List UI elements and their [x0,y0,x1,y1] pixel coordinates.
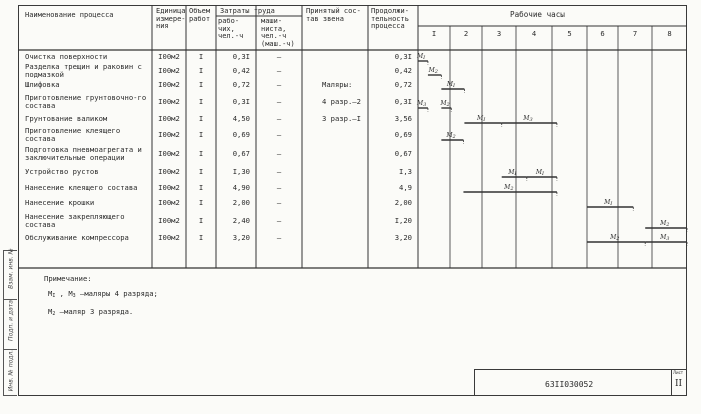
row-volume: I [198,215,204,225]
row-unit: I00м2 [158,148,180,158]
row-volume: I [198,129,204,139]
gantt-bar-label: $М_2$ [504,184,514,192]
header-crew: Принятый сос-тав звена [306,7,361,23]
row-duration: I,3 [399,167,412,176]
row-volume: I [198,80,204,89]
notes-line-2: $М_2$ –маляр 3 разряда. [48,307,134,317]
gantt-bar-label: $М_I$ [508,169,517,177]
gantt-bar-label: $М_2$ [660,220,670,228]
gantt-bar-label: $М_2$ [428,67,438,75]
row-duration: 0,42 [394,66,412,75]
row-unit: I00м2 [158,80,180,89]
header-process-name: Наименование процесса [25,11,114,19]
side-stamp-text-3: Инв. № подл. [7,349,15,392]
hour-label: 6 [600,29,605,38]
header-volume: Объем работ [189,7,211,23]
header-unit: Единица измере-ния [156,7,186,30]
header-workers: рабо-чих, чел.-ч [218,17,244,40]
hour-label: 4 [531,29,537,38]
row-labor: 4,50 [232,113,250,123]
hour-label: 5 [567,29,572,38]
row-duration: 0,67 [394,148,412,158]
row-duration: 0,3I [394,96,412,106]
gantt-bar-label: $М_I$ [446,81,456,89]
row-labor: 2,40 [232,215,250,225]
hour-label: 8 [667,29,672,38]
sheet-number: II [675,379,683,389]
gantt-bar-label: $М_2$ [446,132,456,140]
row-duration: 3,56 [394,113,412,123]
row-volume: I [198,113,204,123]
row-unit: I00м2 [158,215,180,225]
gantt-bar-label: $М_2$ [610,234,620,242]
row-labor: 0,3I [232,96,250,106]
row-labor: I,30 [232,167,250,176]
row-process-name: Нанесение клеящего состава [25,182,138,192]
gantt-bar-label: $М_3$ [660,234,670,242]
row-process-name: Нанесение закрепляющего состава [25,211,125,229]
row-volume: I [198,167,204,176]
row-machinist: – [276,167,282,176]
header-working-hours: Рабочие часы [510,10,565,19]
gantt-bar-label: $М_I$ [477,115,486,123]
row-unit: I00м2 [158,52,180,61]
row-volume: I [198,52,204,61]
header-duration: Продолжи-тельность процесса [371,7,409,30]
row-duration: 0,72 [394,80,412,89]
row-process-name: Приготовление клеящего состава [25,125,121,143]
row-process-name: Устройство рустов [25,167,99,176]
row-machinist: – [276,129,282,139]
header-machinist: маши-ниста, чел.-ч (маш.-ч) [261,17,295,48]
row-unit: I00м2 [158,233,180,242]
notes-line-1: $М_I$ , $М_3$ –маляры 4 разряда; [48,289,158,299]
title-block [474,369,687,396]
row-volume: I [198,148,204,158]
notes-title: Примечание: [44,274,92,283]
row-crew: 4 разр.–2 [322,96,361,106]
gantt-bar-label: $М_I$ [535,169,544,177]
row-volume: I [198,233,204,242]
hour-label: 3 [496,29,502,38]
row-unit: I00м2 [158,167,180,176]
row-volume: I [198,96,204,106]
hour-label: 2 [463,29,469,38]
row-process-name: Нанесение крошки [25,197,95,207]
row-machinist: – [276,197,282,207]
row-crew: 3 разр.–I [322,113,361,123]
sheet-label: Лист [673,370,684,375]
gantt-bar-label: $М_3$ [523,115,533,123]
row-unit: I00м2 [158,129,180,139]
row-labor: 2,00 [232,197,250,207]
row-labor: 0,72 [232,80,250,89]
side-stamp-text-1: Взам. инв. № [7,248,15,289]
row-unit: I00м2 [158,66,180,75]
row-volume: I [198,182,204,192]
row-duration: I,20 [394,215,412,225]
row-duration: 2,00 [394,197,412,207]
row-volume: I [198,66,204,75]
row-machinist: – [276,182,282,192]
row-duration: 4,9 [399,182,412,192]
sheet-number-box [671,370,687,395]
row-labor: 0,69 [232,129,250,139]
row-machinist: – [276,96,282,106]
row-machinist: – [276,52,282,61]
notes [44,274,158,325]
row-process-name: Приготовление грунтовочно-го состава [25,92,147,110]
hour-label: I [431,29,437,38]
row-labor: 0,3I [232,52,250,61]
document-code: 63II030052 [545,380,594,389]
side-stamp-text-2: Подп. и дата [7,300,15,341]
row-duration: 0,69 [394,129,412,139]
row-process-name: Очистка поверхности [25,52,108,61]
row-unit: I00м2 [158,197,180,207]
row-volume: I [198,197,204,207]
row-unit: I00м2 [158,96,180,106]
hour-label: 7 [632,29,638,38]
gantt-bar-label: $М_2$ [440,100,450,108]
row-machinist: – [276,80,282,89]
row-labor: 3,20 [232,233,250,242]
row-labor: 0,42 [232,66,250,75]
row-process-name: Подготовка пневмоагрегата и заключительные операции [25,144,142,162]
row-process-name: Грунтование валиком [25,113,108,123]
row-crew: Маляры: [322,80,353,89]
row-process-name: Шлифовка [25,80,60,89]
gantt-bar-label: $М_I$ [604,199,613,207]
row-unit: I00м2 [158,182,180,192]
row-labor: 4,90 [232,182,250,192]
row-process-name: Обслуживание компрессора [25,233,129,242]
row-duration: 0,3I [394,52,412,61]
gantt-bar-label: $М_I$ [416,53,426,61]
row-process-name: Разделка трещин и раковин с подмазкой [25,62,142,79]
gantt-bar-label: $М_3$ [416,100,427,108]
header-labor-costs: Затраты труда [220,7,275,15]
row-machinist: – [276,233,282,242]
row-machinist: – [276,215,282,225]
row-unit: I00м2 [158,113,180,123]
row-labor: 0,67 [232,148,250,158]
row-duration: 3,20 [394,233,412,242]
row-machinist: – [276,113,282,123]
row-machinist: – [276,66,282,75]
row-machinist: – [276,148,282,158]
